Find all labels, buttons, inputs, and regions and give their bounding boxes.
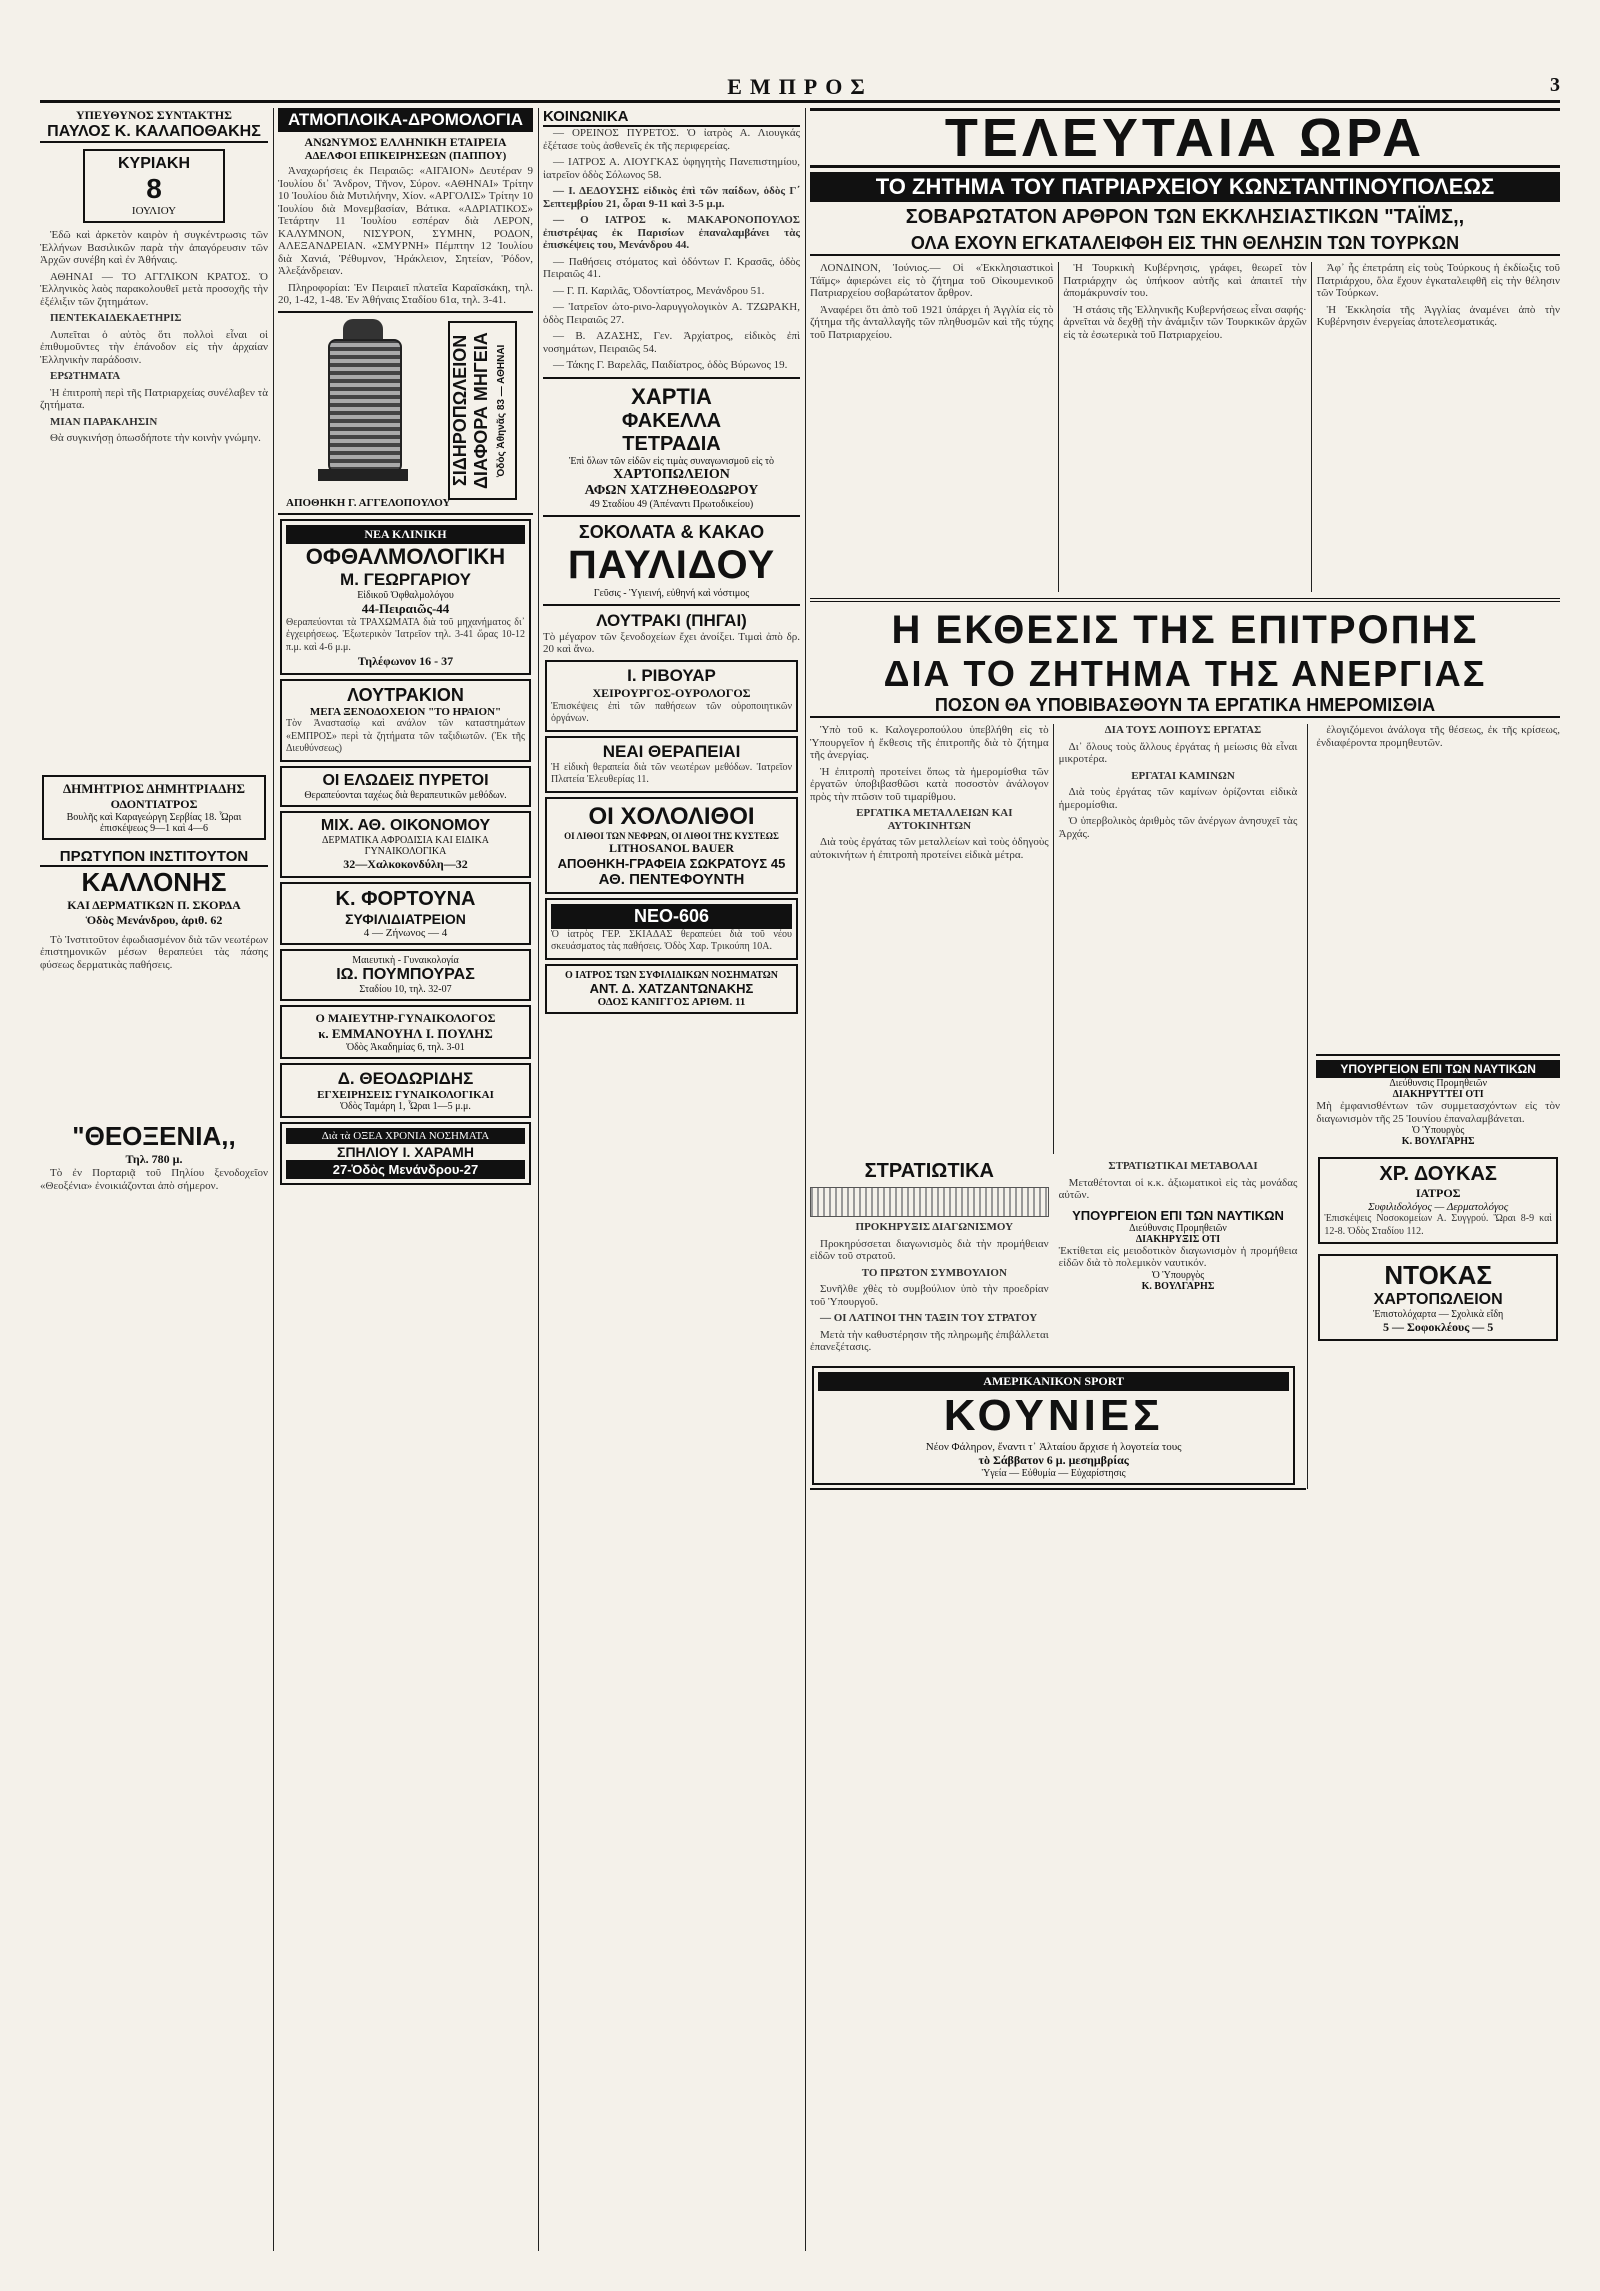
ad-title: ΟΙ ΧΟΛΟΛΙΘΟΙ xyxy=(588,802,755,830)
headline-1: ΤΟ ΖΗΤΗΜΑ ΤΟΥ ΠΑΤΡΙΑΡΧΕΙΟΥ ΚΩΝΣΤΑΝΤΙΝΟΥΠΟΛΕΩΣ xyxy=(810,172,1560,202)
paragraph: Μεταθέτονται οἱ κ.κ. ἀξιωματικοὶ εἰς τὰς μονάδας αὐτῶν. xyxy=(1058,1176,1298,1201)
paragraph: Θὰ συγκινήσῃ ὁπωσδήποτε τὴν κοινὴν γνώμην. xyxy=(50,432,261,444)
main-section xyxy=(810,108,1560,2251)
ad-head: Ο ΜΑΙΕΥΤΗΡ-ΓΥΝΑΙΚΟΛΟΓΟΣ xyxy=(315,1010,496,1025)
ad-name: Κ. ΦΟΡΤΟΥΝΑ xyxy=(335,887,476,910)
notice-text: Μὴ ἐμφανισθέντων τῶν συμμετασχόντων εἰς τὸν διαγωνισμὸν τῆς 25 Ἰουνίου ἐπαναλαμβάνεται. xyxy=(1316,1100,1560,1125)
paragraph: Συνῆλθε χθὲς τὸ συμβούλιον ὑπὸ τὴν προεδρίαν τοῦ Ὑπουργοῦ. xyxy=(810,1283,1049,1308)
ad-text: Ἡ εἰδικὴ θεραπεία διὰ τῶν νεωτέρων μεθόδων. Ἰατρεῖον Πλατεία Ἐλευθερίας 11. xyxy=(551,761,792,785)
ad-name: ΑΝΤ. Δ. ΧΑΤΖΑΝΤΩΝΑΚΗΣ xyxy=(589,980,754,996)
subheading: — ΟΙ ΛΑΤΙΝΟΙ ΤΗΝ ΤΑΞΙΝ ΤΟΥ ΣΤΡΑΤΟΥ xyxy=(820,1312,1038,1324)
paragraph: Τὸ ἐν Πορταριᾷ τοῦ Πηλίου ξενοδοχεῖον «Θεοξένια» ἐνοικιάζονται ἀπὸ σήμερον. xyxy=(40,1167,268,1192)
ad-top: Διὰ τὰ ΟΞΕΑ ΧΡΟΝΙΑ ΝΟΣΗΜΑΤΑ xyxy=(286,1128,525,1144)
ad-title: ΙΑΤΡΟΣ xyxy=(1415,1186,1461,1200)
ad-text: Νέον Φάληρον, ἔναντι τ᾽ Ἀλταίου ἄρχισε ἡ λογοτεία τους xyxy=(925,1440,1182,1453)
headline-2: ΣΟΒΑΡΩΤΑΤΟΝ ΑΡΘΡΟΝ ΤΩΝ ΕΚΚΛΗΣΙΑΣΤΙΚΩΝ "ΤΑΪΜΣ,, xyxy=(905,206,1465,228)
military-news xyxy=(810,1160,1049,1358)
ad-title: ΟΙ ΕΛΩΔΕΙΣ ΠΥΡΕΤΟΙ xyxy=(322,771,489,789)
ad-name: ΙΩ. ΠΟΥΜΠΟΥΡΑΣ xyxy=(336,965,475,983)
paragraph: Ἀφ᾽ ἧς ἐπετράπη εἰς τοὺς Τούρκους ἡ ἐκδίωξις τοῦ Πατριάρχου, ὅλα ἔχουν ἐγκαταλειφθῆ εἰς τὴν θέλησιν τῶν Τούρκων. xyxy=(1316,262,1560,299)
headline-wages: ΠΟΣΟΝ ΘΑ ΥΠΟΒΙΒΑΣΘΟΥΝ ΤΑ ΕΡΓΑΤΙΚΑ ΗΜΕΡΟΜΙΣΘΙΑ xyxy=(810,695,1560,718)
schedule-text xyxy=(278,165,533,307)
naval-notice-1 xyxy=(810,1488,1306,1490)
lower-columns xyxy=(810,724,1560,1489)
masthead-title: ΕΜΠΡΟΣ xyxy=(727,74,873,99)
ad-name: Ι. ΡΙΒΟΥΑΡ xyxy=(627,665,716,685)
ad-address: Ὁδὸς Μενάνδρου, ἀριθ. 62 xyxy=(85,912,223,927)
ad-sub: Συφιλιδολόγος — Δερματολόγος xyxy=(1368,1201,1509,1213)
ad-name: ΧΡ. ΔΟΥΚΑΣ xyxy=(1379,1163,1497,1185)
ad-phone: Τηλέφωνον 16 - 37 xyxy=(357,654,454,668)
ad-title: "ΘΕΟΞΕΝΙΑ,, xyxy=(72,1121,236,1151)
column-6 xyxy=(1307,724,1560,1489)
ad-shop: ΧΑΡΤΟΠΩΛΕΙΟΝ xyxy=(613,466,730,482)
notice-sub: Διεύθυνσις Προμηθειῶν xyxy=(1389,1078,1487,1089)
paragraph: Μετὰ τὴν καθυστέρησιν τῆς πληρωμῆς ἐπιβάλλεται ἐπανεξέτασις. xyxy=(810,1328,1049,1353)
ad-text: Τὸν Ἀναστασίῳ καὶ ανάλον τῶν καταστημάτων «ΕΜΠΡΟΣ» περὶ τὰ ζητήματα τῶν ταξιδιωτῶν. (Ἐκ τῆς Διευθύνσεως) xyxy=(286,718,525,754)
paragraph: Τὸ Ἰνστιτοῦτον ἐφωδιασμένον διὰ τῶν νεωτέρων ἐπιστημονικῶν μέσων θεραπεύει τὰς πάσης φύσεως δερματικὰς παθήσεις. xyxy=(40,933,268,971)
editor-label: ΥΠΕΥΘΥΝΟΣ ΣΥΝΤΑΚΤΗΣ xyxy=(76,108,232,122)
column-3 xyxy=(543,108,800,2251)
ad-sub: ΔΕΡΜΑΤΙΚΑ ΑΦΡΟΔΙΣΙΑ ΚΑΙ ΕΙΔΙΚΑ ΓΥΝΑΙΚΟΛΟΓΙΚΑ xyxy=(321,834,490,857)
paragraph: Ὁ ὑπερβολικὸς ἀριθμὸς τῶν ἀνέργων ἀνησυχεῖ τὰς Ἀρχάς. xyxy=(1058,815,1298,840)
ad-address: Βουλῆς καὶ Καραγεώργη Σερβίας 18. Ὧραι ἐπισκέψεως 9—1 καὶ 4—6 xyxy=(66,811,242,834)
paragraph: — Γ. Π. Καριλᾶς, Ὀδοντίατρος, Μενάνδρου 51. xyxy=(553,284,765,297)
ad-text: Ἐπισκέψεις Νοσοκομείων Α. Συγγρού. Ὥραι 8-9 καὶ 12-8. Ὁδὸς Σταδίου 112. xyxy=(1324,1213,1552,1237)
ad-sub: ΣΥΦΙΛΙΔΙΑΤΡΕΙΟΝ xyxy=(345,910,466,927)
ad-charamis xyxy=(280,1122,531,1185)
ad-brand: ΠΑΥΛΙΔΟΥ xyxy=(567,542,776,587)
paragraph: Ἐδῶ καὶ ἀρκετὸν καιρὸν ἡ συγκέντρωσις τῶν Ἑλλήνων Βασιλικῶν παρὰ τὴν ἀπαγόρευσιν τῶν Ἀρχῶν συνέβη καὶ ἐν Ἀθήναις. xyxy=(40,229,268,266)
headline-unemployment: ΔΙΑ ΤΟ ΖΗΤΗΜΑ ΤΗΣ ΑΝΕΡΓΙΑΣ xyxy=(883,653,1487,694)
ad-text: τὸ Σάββατον 6 μ. μεσημβρίας xyxy=(978,1452,1129,1467)
paragraph: Ἀναφέρει ὅτι ἀπὸ τοῦ 1921 ὑπάρχει ἡ Ἀγγλία εἰς τὸ ζήτημα τῆς ἀνταλλαγῆς τῶν πληθυσμῶν καὶ τῆς τύχης τοῦ Πατριαρχείου. xyxy=(810,303,1054,341)
ad-name: ΣΠΗΛΙΟΥ Ι. ΧΑΡΑΜΗ xyxy=(337,1143,474,1160)
ad-poumpouras xyxy=(280,949,531,1001)
column-rule xyxy=(538,108,539,2251)
ad-line: ΧΑΡΤΙΑ xyxy=(631,383,712,409)
section-head: ΣΤΡΑΤΙΩΤΙΚΑ xyxy=(864,1160,994,1182)
military-section xyxy=(810,1160,1297,1358)
date-month: ΙΟΥΛΙΟΥ xyxy=(131,205,177,217)
ad-title: ΛΟΥΤΡΑΚΙΟΝ xyxy=(347,685,464,705)
ad-address: Σταδίου 10, τηλ. 32-07 xyxy=(359,983,452,995)
paragraph: — Ἰατρεῖον ὠτο-ρινο-λαρυγγολογικὸν Α. ΤΖΩΡΑΚΗ, ὁδὸς Πειραιῶς 27. xyxy=(543,301,800,326)
vertical-ad-title: ΣΙΔΗΡΟΠΩΛΕΙΟΝ ΔΙΑΦΟΡΑ ΜΗΓΕΙΑ xyxy=(450,331,491,489)
paragraph: Ἡ Τουρκικὴ Κυβέρνησις, γράφει, θεωρεῖ τὸν Πατριάρχην ὡς ὑπήκοον αὐτῆς καὶ ἀπαιτεῖ τὴν ἀπομάκρυνσίν του. xyxy=(1063,262,1307,299)
ad-address: 32—Χαλκοκονδύλη—32 xyxy=(343,856,468,871)
ad-doctor: Μ. ΓΕΩΡΓΑΡΙΟΥ xyxy=(340,569,471,589)
boiler-illustration xyxy=(288,319,438,494)
notice-sign: Κ. ΒΟΥΛΓΑΡΗΣ xyxy=(1401,1136,1475,1147)
subheading: ΕΡΓΑΤΙΚΑ ΜΕΤΑΛΛΕΙΩΝ ΚΑΙ ΑΥΤΟΚΙΝΗΤΩΝ xyxy=(856,807,1013,832)
subheading: ΕΡΓΑΤΑΙ ΚΑΜΙΝΩΝ xyxy=(1131,769,1235,782)
paragraph: — Τάκης Γ. Βαρελᾶς, Παιδίατρος, ὁδὸς Βύρωνος 19. xyxy=(553,359,788,371)
ad-fortouna xyxy=(280,882,531,945)
ad-neo606 xyxy=(545,898,798,960)
ad-text: Ὑγεία — Εὐθυμία — Εὐχαρίστησις xyxy=(981,1467,1126,1479)
ad-eye-clinic xyxy=(280,519,531,676)
company-name: ΑΝΩΝΥΜΟΣ ΕΛΛΗΝΙΚΗ ΕΤΑΙΡΕΙΑ xyxy=(304,135,507,149)
ad-address: 5 — Σοφοκλέους — 5 xyxy=(1383,1320,1494,1334)
ad-theoxenia xyxy=(40,1121,268,1167)
date-day: ΚΥΡΙΑΚΗ xyxy=(117,155,190,172)
ad-name: ΟΦΘΑΛΜΟΛΟΓΙΚΗ xyxy=(305,543,506,569)
ad-title: ΛΟΥΤΡΑΚΙ (ΠΗΓΑΙ) xyxy=(596,610,747,630)
ad-name: ΔΗΜΗΤΡΙΟΣ ΔΗΜΗΤΡΙΑΔΗΣ xyxy=(63,780,245,796)
notice-declaration: ΔΙΑΚΗΡΥΤΤΕΙ ΟΤΙ xyxy=(1392,1089,1484,1100)
editor-name: ΠΑΥΛΟΣ Κ. ΚΑΛΑΠΟΘΑΚΗΣ xyxy=(40,123,268,143)
ad-head: Μαιευτικὴ - Γυναικολογία xyxy=(352,954,459,966)
subheading: ΕΡΩΤΗΜΑΤΑ xyxy=(50,370,121,382)
ad-theodoridis xyxy=(280,1063,531,1118)
paragraph: Πληροφορίαι: Ἐν Πειραιεῖ πλατεῖα Καραϊσκάκη, τηλ. 20, 1-42, 1-48. Ἐν Ἀθήναις Σταδίου 61α, τηλ. 3-41. xyxy=(278,281,533,306)
page-number: 3 xyxy=(1550,74,1560,96)
ad-brand: LITHOSANOL BAUER xyxy=(608,840,735,855)
ad-head: Ο ΙΑΤΡΟΣ ΤΩΝ ΣΥΦΙΛΙΔΙΚΩΝ ΝΟΣΗΜΑΤΩΝ xyxy=(564,969,779,981)
paragraph: Δι᾽ ὅλους τοὺς ἄλλους ἐργάτας ἡ μείωσις θὰ εἶναι μικροτέρα. xyxy=(1058,740,1298,765)
ad-beauty-institute xyxy=(40,848,268,928)
ad-address: 27-Ὁδὸς Μενάνδρου-27 xyxy=(286,1160,525,1179)
date-number: 8 xyxy=(146,173,162,204)
ad-shop: ΑΠΟΘΗΚΗ-ΓΡΑΦΕΙΑ ΣΩΚΡΑΤΟΥΣ 45 xyxy=(557,855,786,871)
paragraph: Ἡ ἐπιτροπὴ προτείνει ὅπως τὰ ἡμερομίσθια τῶν ἐργατῶν ὑποβιβασθῶσι κατὰ ποσοστὸν ἀνάλογον πρὸς τὴν πτῶσιν τοῦ τιμαρίθμου. xyxy=(810,765,1049,803)
ad-address: 49 Σταδίου 49 (Ἀπέναντι Πρωτοδικείου) xyxy=(589,498,754,510)
ad-name: ΑΘ. ΠΕΝΤΕΦΟΥΝΤΗ xyxy=(598,870,745,888)
paragraph: Ἡ ἐπιτροπὴ περὶ τῆς Πατριαρχείας συνέλαβεν τὰ ζητήματα. xyxy=(40,386,268,411)
naval-notice-3 xyxy=(1316,1054,1560,1147)
paragraph: Λυπεῖται ὁ αὐτὸς ὅτι πολλοὶ εἶναι οἱ ἐπιθυμοῦντες τὴν ἐπάνοδον εἰς τὴν ἀρχαίαν Ἑλληνικὴν παράδοσιν. xyxy=(40,328,268,366)
ad-sub: ΚΑΙ ΔΕΡΜΑΤΙΚΩΝ Π. ΣΚΟΡΔΑ xyxy=(67,897,241,912)
paragraph: Ὑπὸ τοῦ κ. Καλογεροπούλου ὑπεβλήθη εἰς τὸ Ὑπουργεῖον ἡ ἔκθεσις τῆς ἐπιτροπῆς διὰ τὸ ζήτημα τῆς ἀνεργίας. xyxy=(810,724,1049,761)
paragraph: — Ο ΙΑΤΡΟΣ κ. ΜΑΚΑΡΟΝΟΠΟΥΛΟΣ ἐπιστρέψας ἐκ Παρισίων ἐπαναλαμβάνει τὰς ἐπισκέψεις του, Μενάνδρου 44. xyxy=(543,214,800,251)
subheading: ΠΡΟΚΗΡΥΞΙΣ ΔΙΑΓΩΝΙΣΜΟΥ xyxy=(855,1221,1014,1233)
article-text xyxy=(40,1167,268,1192)
ad-name: ΑΦΩΝ ΧΑΤΖΗΘΕΟΔΩΡΟΥ xyxy=(584,482,759,498)
ad-title: ΝΕΑΙ ΘΕΡΑΠΕΙΑΙ xyxy=(602,741,741,761)
ad-name: ΝΤΟΚΑΣ xyxy=(1384,1260,1492,1290)
company-agent: ΑΔΕΛΦΟΙ ΕΠΙΚΕΙΡΗΣΕΩΝ (ΠΑΠΠΟΥ) xyxy=(304,150,507,162)
ad-line: ΦΑΚΕΛΛΑ xyxy=(621,409,722,432)
notice-text: Ἐκτίθεται εἰς μειοδοτικὸν διαγωνισμὸν ἡ προμήθεια εἰδῶν διὰ τὸ πολεμικὸν ναυτικόν. xyxy=(1058,1244,1298,1269)
ad-chocolate xyxy=(543,522,800,599)
ad-text: Τὸ μέγαρον τῶν ξενοδοχείων ἔχει ἀνοίξει. Τιμαὶ ἀπὸ δρ. 20 καὶ ἄνω. xyxy=(543,630,800,655)
ad-chatzantonakis xyxy=(545,964,798,1014)
ad-gallstones xyxy=(545,797,798,894)
paragraph: — Ι. ΔΕΔΟΥΣΗΣ εἰδικὸς ἐπὶ τῶν παίδων, ὁδὸς Γ΄ Σεπτεμβρίου 21, ὧραι 9-11 καὶ 3-5 μ.μ. xyxy=(543,185,800,210)
ad-sub: ΜΕΓΑ ΞΕΝΟΔΟΧΕΙΟΝ "ΤΟ ΗΡΑΙΟΝ" xyxy=(309,706,502,718)
ad-name: ΚΑΛΛΟΝΗΣ xyxy=(81,866,227,897)
subheading: ΣΤΡΑΤΙΩΤΙΚΑΙ ΜΕΤΑΒΟΛΑΙ xyxy=(1108,1160,1258,1172)
article-text xyxy=(40,934,268,972)
notice-declaration: ΔΙΑΚΗΡΥΞΙΣ ΟΤΙ xyxy=(1135,1233,1221,1245)
ad-sub: ΧΕΙΡΟΥΡΓΟΣ-ΟΥΡΟΛΟΓΟΣ xyxy=(592,685,751,700)
subheading: ΠΕΝΤΕΚΑΙΔΕΚΑΕΤΗΡΙΣ xyxy=(50,312,182,324)
naval-notice-2 xyxy=(1059,1208,1298,1292)
ad-pre: ΝΕΑ ΚΛΙΝΙΚΗ xyxy=(286,525,525,544)
article-body xyxy=(810,724,1297,1154)
ad-text: Ἐπισκέψεις ἐπὶ τῶν παθήσεων τῶν οὐροποιητικῶν ὀργάνων. xyxy=(551,700,792,724)
ad-hardware xyxy=(278,311,533,515)
shop-label: ΑΠΟΘΗΚΗ Γ. ΑΓΓΕΛΟΠΟΥΛΟΥ xyxy=(286,496,451,509)
ad-text: Ἐπιστολόχαρτα — Σχολικὰ εἴδη xyxy=(1373,1309,1504,1320)
ad-loutraki-hotel xyxy=(280,679,531,762)
headline-report: Η ΕΚΘΕΣΙΣ ΤΗΣ ΕΠΙΤΡΟΠΗΣ xyxy=(891,608,1479,652)
banner-headline: ΤΕΛΕΥΤΑΙΑ ΩΡΑ xyxy=(810,108,1560,168)
paragraph: Προκηρύσσεται διαγωνισμὸς διὰ τὴν προμήθειαν εἰδῶν τοῦ στρατοῦ. xyxy=(810,1237,1049,1262)
ad-kounies xyxy=(812,1366,1295,1485)
column-rule xyxy=(805,108,806,2251)
date-box xyxy=(83,149,225,223)
paragraph: Ἀναχωρήσεις ἐκ Πειραιῶς: «ΑΙΓΑΙΟΝ» Δευτέραν 9 Ἰουλίου δι᾽ Ἄνδρον, Τῆνον, Σύρον. «ΑΘΗΝΑΙ» Τρίτην 10 Ἰουλίου διὰ Μυτιλήνην, Χίον. «ΑΡΓΟΛΙΣ» Τρίτην 10 Ἰουλίου διὰ Μονεμβασίαν, Βάτικα. «ΑΔΡΙΑΤΙΚΟΣ» Τετάρτην 11 Ἰουλίου εσπέραν διὰ ΛΕΡΟΝ, ΚΑΛΥΜΝΟΝ, ΝΙΣΥΡΟΝ, ΣΥΜΗΝ, ΡΟΔΟΝ, ΑΛΕΞΑΝΔΡΕΙΑΝ. «ΣΜΥΡΝΗ» Πέμπτην 12 Ἰουλίου διὰ Χανιά, Ῥέθυμνον, Ἡράκλειον, Σητείαν, Ῥόδον, Ἀλεξάνδρειαν. xyxy=(278,165,533,277)
paragraph: ΑΘΗΝΑΙ — ΤΟ ΑΓΓΛΙΚΟΝ ΚΡΑΤΟΣ. Ὁ Ἑλληνικὸς λαὸς παρακολουθεῖ μετὰ προσοχῆς τὴν ἐξέλιξιν τῶν ζητημάτων. xyxy=(40,270,268,308)
paragraph: — Β. ΑΖΑΣΗΣ, Γεν. Ἀρχίατρος, εἰδικὸς ἐπὶ νοσημάτων, Πειραιῶς 54. xyxy=(543,330,800,355)
headline-3: ΟΛΑ ΕΧΟΥΝ ΕΓΚΑΤΑΛΕΙΦΘΗ ΕΙΣ ΤΗΝ ΘΕΛΗΣΙΝ ΤΩΝ ΤΟΥΡΚΩΝ xyxy=(810,233,1560,256)
paragraph: Ἡ Ἐκκλησία τῆς Ἀγγλίας ἀναμένει ἀπὸ τὴν Κυβέρνησιν ἐνεργείας ἀποτελεσματικάς. xyxy=(1316,303,1560,328)
paragraph: ΛΟΝΔΙΝΟΝ, Ἰούνιος.— Οἱ «Ἐκκλησιαστικοὶ Τάϊμς» ἀφιερώνει εἰς τὸ ζήτημα τοῦ Οἰκουμενικοῦ Πατριαρχείου σοβαρώτατον ἄρθρον. xyxy=(810,262,1054,299)
notice-sub: Διεύθυνσις Προμηθειῶν xyxy=(1129,1222,1227,1234)
paragraph: — Παθήσεις στόματος καὶ ὀδόντων Γ. Κρασᾶς, ὁδὸς Πειραιῶς 41. xyxy=(543,255,800,280)
ad-rivouar xyxy=(545,660,798,732)
notice-sign: Ὁ Ὑπουργὸς xyxy=(1411,1125,1465,1136)
social-text xyxy=(543,127,800,372)
section-head: ΑΤΜΟΠΛΟΙΚΑ-ΔΡΟΜΟΛΟΓΙΑ xyxy=(278,108,533,132)
ad-text: Ὁ ἰατρὸς ΓΕΡ. ΣΚΙΑΔΑΣ θεραπεύει διὰ τοῦ νέου σκευάσματος τὰς παθήσεις. Ὁδὸς Χαρ. Τρικούπη 10Α. xyxy=(551,928,792,952)
column-1 xyxy=(40,108,268,2251)
notice-sign: Ὁ Ὑπουργὸς xyxy=(1151,1269,1205,1281)
notice-head: ΥΠΟΥΡΓΕΙΟΝ ΕΠΙ ΤΩΝ ΝΑΥΤΙΚΩΝ xyxy=(1316,1060,1560,1078)
notice-sign: Κ. ΒΟΥΛΓΑΡΗΣ xyxy=(1141,1280,1215,1292)
paragraph: Διὰ τοὺς ἐργάτας τῶν καμίνων ὁρίζονται εἰδικὰ ἡμερομίσθια. xyxy=(1058,786,1298,811)
soldiers-illustration xyxy=(810,1187,1049,1217)
subheading: ΔΙΑ ΤΟΥΣ ΛΟΙΠΟΥΣ ΕΡΓΑΤΑΣ xyxy=(1104,724,1262,736)
column-2 xyxy=(278,108,533,2251)
ad-address: Ὁδὸς Ἀκαδημίας 6, τηλ. 3-01 xyxy=(346,1041,465,1053)
unemployment-article xyxy=(810,724,1297,1489)
ad-title: ΝΕΟ-606 xyxy=(551,904,792,929)
masthead xyxy=(40,74,1560,103)
ad-text: Ἐπὶ ὅλων τῶν εἰδῶν εἰς τιμὰς συναγωνισμοῦ εἰς τὸ xyxy=(568,455,774,467)
ad-text: Γεῦσις - Ὑγιεινή, εὐθηνή καὶ νόστιμος xyxy=(593,587,750,599)
notice-head: ΥΠΟΥΡΓΕΙΟΝ ΕΠΙ ΤΩΝ ΝΑΥΤΙΚΩΝ xyxy=(1072,1207,1284,1223)
ad-name: Δ. ΘΕΟΔΩΡΙΔΗΣ xyxy=(337,1068,474,1088)
military-changes xyxy=(1059,1160,1298,1358)
article-text xyxy=(40,229,268,445)
paragraph: — ΙΑΤΡΟΣ Α. ΛΙΟΥΓΚΑΣ ὑφηγητὴς Πανεπιστημίου, ἰατρεῖον ὁδὸς Σόλωνος 58. xyxy=(543,156,800,181)
ad-title: ΟΔΟΝΤΙΑΤΡΟΣ xyxy=(110,796,198,811)
ad-economou xyxy=(280,811,531,878)
ad-name: ΜΙΧ. ΑΘ. ΟΙΚΟΝΟΜΟΥ xyxy=(320,816,491,834)
ad-address: ΟΔΟΣ ΚΑΝΙΓΓΟΣ ΑΡΙΘΜ. 11 xyxy=(597,995,746,1008)
ad-name: κ. ΕΜΜΑΝΟΥΗΛ Ι. ΠΟΥΛΗΣ xyxy=(318,1025,493,1041)
subheading: ΜΙΑΝ ΠΑΡΑΚΛΗΣΙΝ xyxy=(50,415,158,428)
ad-ntokas xyxy=(1318,1254,1558,1341)
ad-address: 44-Πειραιῶς-44 xyxy=(361,600,450,616)
section-head: ΚΟΙΝΩΝΙΚΑ xyxy=(543,108,800,127)
ad-doukas xyxy=(1318,1157,1558,1244)
ad-top: ΑΜΕΡΙΚΑΝΙΚΟΝ SPORT xyxy=(818,1372,1289,1391)
ad-head: ΠΡΩΤΥΠΟΝ ΙΝΣΤΙΤΟΥΤΟΝ xyxy=(40,848,268,867)
ad-text: Θεραπεύονται τὰ ΤΡΑΧΩΜΑΤΑ διὰ τοῦ μηχανήματος δι᾽ ἐγχειρήσεως. Ἐξωτερικὸν Ἰατρεῖον τηλ. 3-41 ὥρας 10-12 π.μ. καὶ 4-6 μ.μ. xyxy=(286,616,525,653)
ad-line: ΣΟΚΟΛΑΤΑ & ΚΑΚΑΟ xyxy=(578,521,765,542)
ad-address: 4 — Ζήνωνος — 4 xyxy=(363,926,448,939)
ad-paper xyxy=(543,384,800,510)
ad-sub: ΟΙ ΛΙΘΟΙ ΤΩΝ ΝΕΦΡΩΝ, ΟΙ ΛΙΘΟΙ ΤΗΣ ΚΥΣΤΕΩΣ xyxy=(564,830,779,841)
ad-new-therapies xyxy=(545,736,798,793)
column-6-text xyxy=(1316,724,1560,1054)
military-text xyxy=(810,1221,1049,1354)
ad-dentist xyxy=(42,775,266,840)
patriarchate-article xyxy=(810,262,1560,592)
subheading: ΤΟ ΠΡΩΤΟΝ ΣΥΜΒΟΥΛΙΟΝ xyxy=(861,1266,1007,1279)
military-changes-text xyxy=(1059,1160,1298,1202)
ad-text: Θεραπεύονται ταχέως διὰ θεραπευτικῶν μεθόδων. xyxy=(304,789,507,801)
ad-line: ΤΕΤΡΑΔΙΑ xyxy=(622,432,721,455)
ad-sub: Εἰδικοῦ Ὀφθαλμολόγου xyxy=(357,589,454,601)
ad-sub: ΕΓΧΕΙΡΗΣΕΙΣ ΓΥΝΑΙΚΟΛΟΓΙΚΑΙ xyxy=(317,1088,494,1101)
paragraph: ἐλογιζόμενοι ἀνάλογα τῆς θέσεως, ἐκ τῆς κρίσεως, ἐνδιαφέροντα προμηθευτῶν. xyxy=(1316,724,1560,749)
ad-sub: ΧΑΡΤΟΠΩΛΕΙΟΝ xyxy=(1373,1291,1503,1308)
vertical-ad-address: Ὁδὸς Ἀθηνᾶς 83 — ΑΘΗΝΑΙ xyxy=(496,343,507,477)
ad-poulis xyxy=(280,1005,531,1059)
paragraph: Διὰ τοὺς ἐργάτας τῶν μεταλλείων καὶ τοὺς ὁδηγοὺς αὐτοκινήτων ἡ ἐπιτροπὴ προτείνει εἰδικὰ μέτρα. xyxy=(810,836,1049,861)
vertical-ad-text xyxy=(448,321,517,500)
ad-fevers xyxy=(280,766,531,807)
column-rule xyxy=(273,108,274,2251)
ad-title: ΚΟΥΝΙΕΣ xyxy=(943,1390,1164,1440)
ad-address: Ὁδὸς Ταμάρη 1, Ὧραι 1—5 μ.μ. xyxy=(340,1100,471,1112)
ad-sub: Τηλ. 780 μ. xyxy=(125,1152,183,1166)
paragraph: Ἡ στάσις τῆς Ἑλληνικῆς Κυβερνήσεως εἶναι σαφής· ἀρνεῖται νὰ δεχθῇ τὴν ἀνάμιξιν τῶν Τουρκικῶν ἀρχῶν εἰς τὰ ἐσωτερικὰ τοῦ Πατριαρχείου. xyxy=(1063,303,1307,341)
paragraph: — ΟΡΕΙΝΟΣ ΠΥΡΕΤΟΣ. Ὁ ἰατρὸς Α. Λιουγκάς ἐξέτασε τοὺς ἀσθενεῖς ἐκ τῆς περιφερείας. xyxy=(543,127,800,152)
